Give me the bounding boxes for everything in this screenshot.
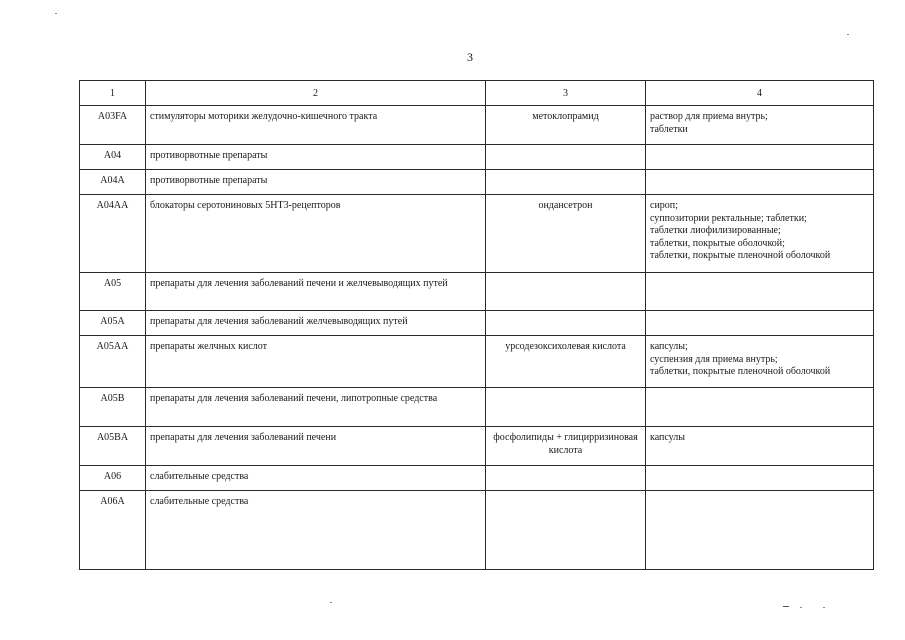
dosage-form-cell	[646, 466, 874, 491]
group-name-cell: препараты для лечения заболеваний печени, липотропные средства	[146, 388, 486, 427]
group-name-cell: препараты желчных кислот	[146, 336, 486, 388]
dosage-form-line: раствор для приема внутрь;	[650, 111, 768, 122]
table-row	[80, 466, 874, 491]
drug-name-cell: урсодезоксихолевая кислота	[486, 336, 646, 388]
atc-code-cell: A04AA	[80, 195, 146, 273]
drug-name-cell	[486, 145, 646, 170]
drug-name-cell: метоклопрамид	[486, 106, 646, 145]
drug-name-cell	[486, 388, 646, 427]
scan-speck	[847, 34, 849, 35]
header-cell-drug: 3	[486, 81, 646, 106]
group-name-cell: слабительные средства	[146, 491, 486, 570]
dosage-form-cell	[646, 195, 874, 273]
dosage-form-cell	[646, 106, 874, 145]
atc-code-cell: A05BA	[80, 427, 146, 466]
table-row	[80, 273, 874, 311]
dosage-form-line: капсулы;	[650, 341, 688, 352]
atc-code-cell: A05B	[80, 388, 146, 427]
group-name-cell: препараты для лечения заболеваний печени и желчевыводящих путей	[146, 273, 486, 311]
scan-speck	[800, 607, 802, 608]
header-cell-code: 1	[80, 81, 146, 106]
dosage-form-cell	[646, 273, 874, 311]
dosage-form-line: суспензия для приема внутрь;	[650, 353, 778, 365]
group-name-cell: блокаторы серотониновых 5HT3-рецепторов	[146, 195, 486, 273]
table-row	[80, 106, 874, 145]
drug-name-cell	[486, 466, 646, 491]
dosage-form-cell	[646, 145, 874, 170]
dosage-form-cell	[646, 388, 874, 427]
atc-code-cell: A06	[80, 466, 146, 491]
table-row	[80, 427, 874, 466]
group-name-cell: стимуляторы моторики желудочно-кишечного тракта	[146, 106, 486, 145]
header-cell-name: 2	[146, 81, 486, 106]
dosage-form-line: таблетки лиофилизированные;	[650, 225, 781, 236]
atc-code-cell: A05A	[80, 311, 146, 336]
table-row	[80, 195, 874, 273]
dosage-form-line: суппозитории ректальные; таблетки;	[650, 212, 807, 224]
dosage-form-cell	[646, 336, 874, 388]
table-row	[80, 388, 874, 427]
group-name-cell: слабительные средства	[146, 466, 486, 491]
scan-speck	[330, 602, 332, 603]
page-number: 3	[467, 50, 473, 64]
dosage-form-cell	[646, 427, 874, 466]
drug-name-cell	[486, 273, 646, 311]
group-name-cell: противорвотные препараты	[146, 145, 486, 170]
atc-code-cell: A05	[80, 273, 146, 311]
atc-code-cell: A06A	[80, 491, 146, 570]
header-cell-form: 4	[646, 81, 874, 106]
dosage-form-line: таблетки, покрытые пленочной оболочкой	[650, 250, 831, 261]
dosage-form-line: таблетки, покрытые оболочкой;	[650, 237, 785, 249]
scan-speck	[823, 607, 825, 608]
table-row	[80, 145, 874, 170]
dosage-form-line: сироп;	[650, 200, 678, 211]
dosage-form-cell	[646, 311, 874, 336]
table-row	[80, 491, 874, 570]
group-name-cell: противорвотные препараты	[146, 170, 486, 195]
dosage-form-line: таблетки, покрытые пленочной оболочкой	[650, 366, 831, 377]
table-body	[80, 81, 874, 570]
dosage-form-line: таблетки	[650, 123, 688, 135]
drug-name-cell	[486, 170, 646, 195]
atc-code-cell: A04	[80, 145, 146, 170]
drug-name-cell: фосфолипиды + глицирризиновая кислота	[486, 427, 646, 466]
drug-table	[79, 80, 874, 570]
scan-speck	[783, 606, 789, 607]
table-row	[80, 336, 874, 388]
dosage-form-cell	[646, 491, 874, 570]
table-row	[80, 170, 874, 195]
drug-name-cell: ондансетрон	[486, 195, 646, 273]
drug-name-cell	[486, 491, 646, 570]
atc-code-cell: A05AA	[80, 336, 146, 388]
table-header-row	[80, 81, 874, 106]
scan-speck	[55, 13, 57, 14]
group-name-cell: препараты для лечения заболеваний желчевыводящих путей	[146, 311, 486, 336]
drug-name-cell	[486, 311, 646, 336]
table-row	[80, 311, 874, 336]
atc-code-cell: A04A	[80, 170, 146, 195]
dosage-form-cell	[646, 170, 874, 195]
dosage-form-line: капсулы	[650, 432, 685, 443]
atc-code-cell: A03FA	[80, 106, 146, 145]
group-name-cell: препараты для лечения заболеваний печени	[146, 427, 486, 466]
